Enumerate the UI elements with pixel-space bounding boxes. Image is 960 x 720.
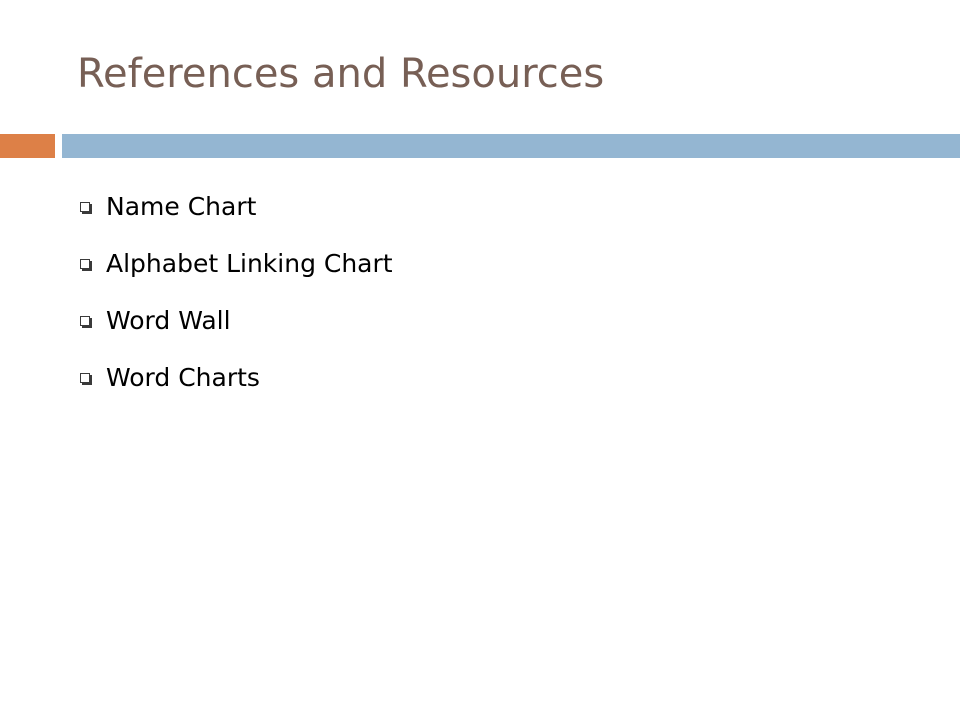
bullet-list [80, 178, 393, 406]
list-item-label: Name Chart [106, 192, 257, 221]
square-bullet-icon [80, 202, 90, 212]
square-bullet-icon [80, 259, 90, 269]
title-accent-bar [0, 134, 55, 158]
square-bullet-icon [80, 373, 90, 383]
slide-title: References and Resources [77, 51, 605, 97]
square-bullet-icon [80, 316, 90, 326]
title-divider-bar [62, 134, 960, 158]
list-item-label: Word Wall [106, 306, 231, 335]
list-item [80, 235, 393, 292]
list-item-label: Alphabet Linking Chart [106, 249, 393, 278]
list-item [80, 349, 393, 406]
list-item [80, 178, 393, 235]
list-item-label: Word Charts [106, 363, 260, 392]
list-item [80, 292, 393, 349]
